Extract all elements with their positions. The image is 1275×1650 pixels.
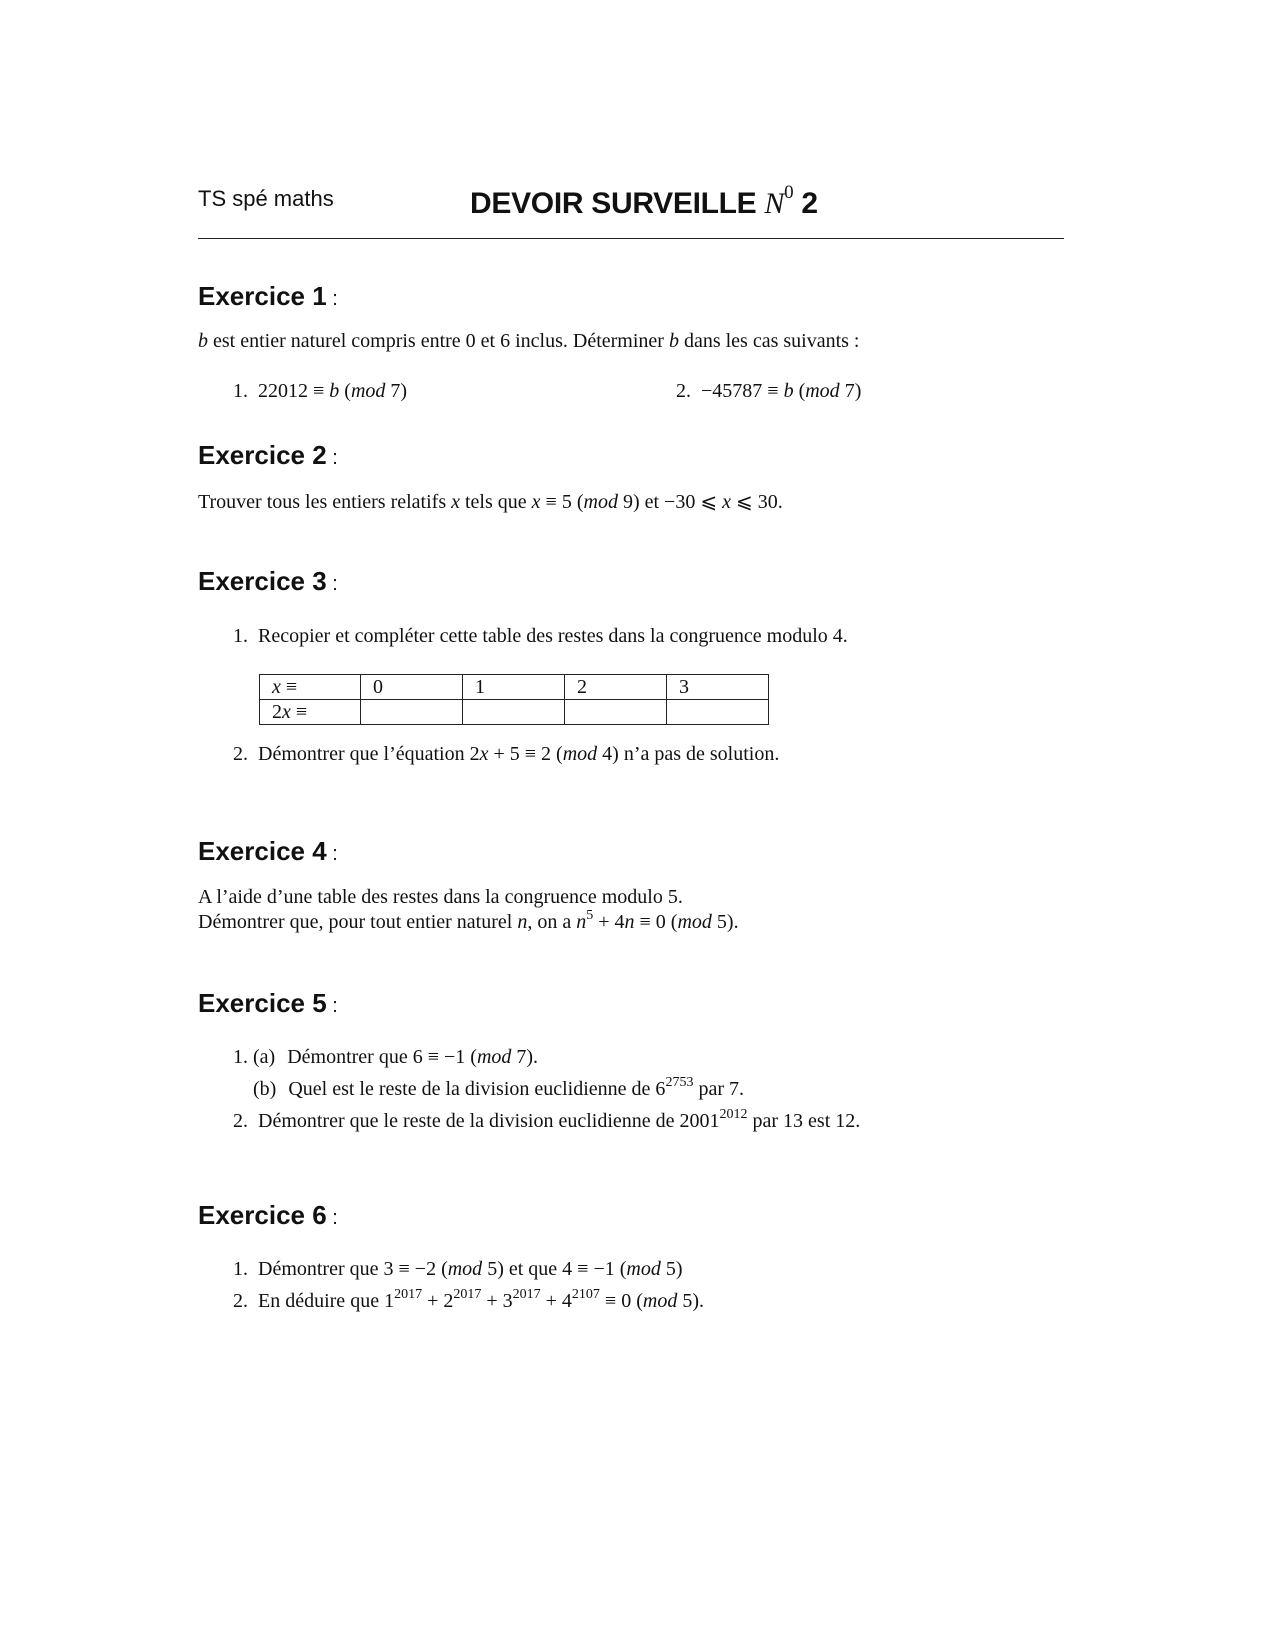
exercise-1-heading: Exercice 1 : xyxy=(198,281,338,311)
table-empty-cell xyxy=(361,700,463,725)
exercise-1-intro: b est entier naturel compris entre 0 et 6 inclus. Déterminer b dans les cas suivants : xyxy=(198,330,860,352)
exercise-6-item-1: 1. Démontrer que 3 ≡ −2 (mod 5) et que 4 ≡ −1 (mod 5) xyxy=(233,1258,683,1280)
table-cell: 0 xyxy=(361,675,463,700)
exercise-5-item-1b: (b) Quel est le reste de la division euclidienne de $6^{2753}$ par 7. xyxy=(253,1075,744,1100)
course-label: TS spé maths xyxy=(198,186,334,211)
exercise-5-item-1a: 1. (a) Démontrer que 6 ≡ −1 (mod 7). xyxy=(233,1046,539,1068)
exercise-4-heading: Exercice 4 : xyxy=(198,836,338,866)
exercise-5-heading: Exercice 5 : xyxy=(198,988,338,1018)
exercise-5-item-2: 2. Démontrer que le reste de la division euclidienne de $2001^{2012}$ par 13 est 12. xyxy=(233,1107,861,1132)
remainders-table xyxy=(259,674,769,725)
exercise-2-heading: Exercice 2 : xyxy=(198,440,338,470)
table-empty-cell xyxy=(565,700,667,725)
table-header-cell: x ≡ xyxy=(260,675,361,700)
table-header-cell: 2x ≡ xyxy=(260,700,361,725)
exercise-6-item-2: 2. En déduire que $1^{2017} + 2^{2017} + 3^{2017} + 4^{2107} \equiv 0$ (mod 5). xyxy=(233,1287,704,1312)
exercise-3-heading: Exercice 3 : xyxy=(198,566,338,596)
table-cell: 3 xyxy=(667,675,769,700)
exercise-3-item-1: 1. Recopier et compléter cette table des restes dans la congruence modulo 4. xyxy=(233,625,848,647)
title-superscript: 0 xyxy=(784,182,794,203)
title-text: DEVOIR SURVEILLE xyxy=(470,187,765,220)
header-divider xyxy=(198,238,1064,239)
table-row xyxy=(260,700,769,725)
table-row xyxy=(260,675,769,700)
title-number: 2 xyxy=(793,187,818,220)
table-empty-cell xyxy=(667,700,769,725)
exercise-6-heading: Exercice 6 : xyxy=(198,1200,338,1230)
table-cell: 2 xyxy=(565,675,667,700)
exercise-3-item-2: 2. Démontrer que l’équation 2x + 5 ≡ 2 (mod 4) n’a pas de solution. xyxy=(233,743,780,765)
exercise-4-line-1: A l’aide d’une table des restes dans la congruence modulo 5. xyxy=(198,886,683,908)
table-empty-cell xyxy=(463,700,565,725)
table-cell: 1 xyxy=(463,675,565,700)
exercise-4-line-2: Démontrer que, pour tout entier naturel n, on a $n^5 + 4n \equiv 0$ (mod 5). xyxy=(198,908,739,933)
document-title xyxy=(470,182,818,221)
title-number-symbol: N xyxy=(764,187,785,220)
exercise-1-item-1: 1. 22012 ≡ b (mod 7) xyxy=(233,380,408,402)
exercise-1-item-2: 2. −45787 ≡ b (mod 7) xyxy=(676,380,862,402)
exercise-2-statement: Trouver tous les entiers relatifs x tels que x ≡ 5 (mod 9) et −30 ⩽ x ⩽ 30. xyxy=(198,491,783,513)
